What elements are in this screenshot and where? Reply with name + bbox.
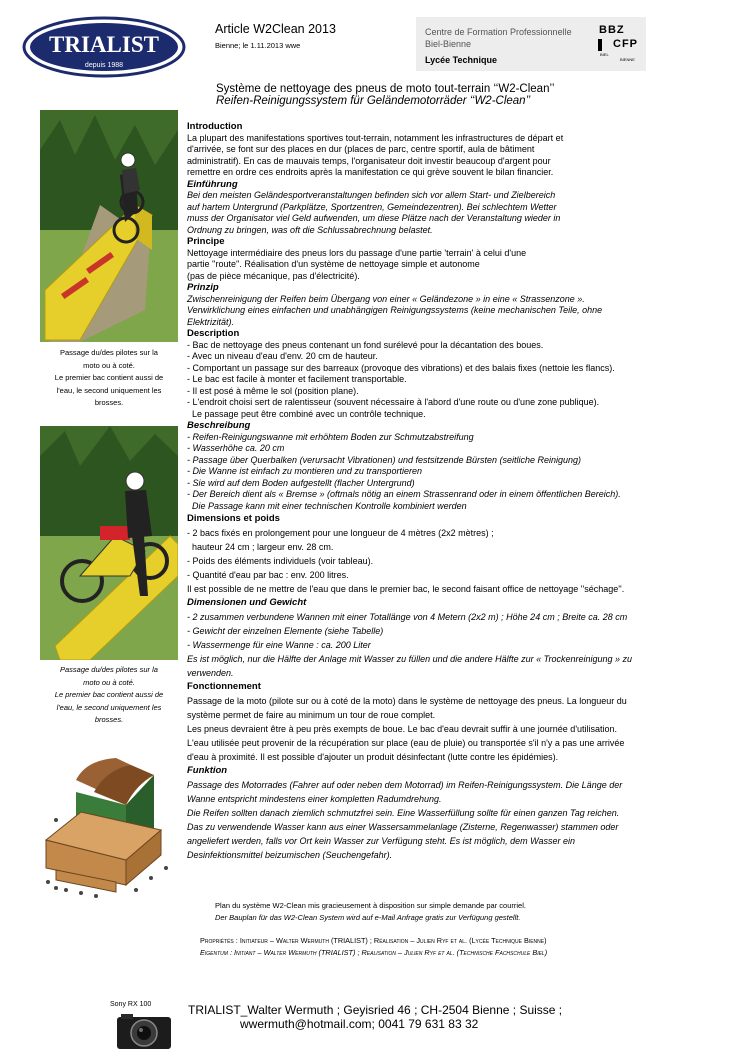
intro-line: d'arrivée, se font sur des places en dur (places de parc, centre sportif, aula de bâtiment	[187, 144, 535, 154]
section-heading-funktion: Funktion	[187, 765, 228, 776]
fonc-line: Passage de la moto (pilote sur ou à coté de la moto) dans le système de nettoyage des pneus. La longueur du	[187, 696, 627, 706]
funk-line: Passage des Motorrades (Fahrer auf oder neben dem Motorrad) im Reifen-Reinigungssystem. Die Länge der	[187, 780, 623, 790]
camera-label: Sony RX 100	[110, 1001, 152, 1008]
contact-email-phone[interactable]: wwermuth@hotmail.com; 0041 79 631 83 32	[240, 1017, 479, 1031]
desc-line: Le passage peut être combiné avec un contrôle technique.	[187, 408, 426, 419]
bbz-mark-icon	[598, 39, 610, 51]
dimde-line: - 2 zusammen verbundene Wannen mit einer Totallänge von 4 Metern (2x2 m) ; Höhe 24 cm ; Breite ca. 28 cm	[187, 612, 628, 622]
cad-drawing-washer	[36, 750, 182, 905]
desc-line: - Bac de nettoyage des pneus contenant un fond surélevé pour la décantation des boues.	[187, 339, 544, 350]
bbz-biel-label: BIEL	[600, 52, 609, 57]
dim-line: - Poids des éléments individuels (voir tableau).	[187, 556, 374, 566]
page-title-fr: Système de nettoyage des pneus de moto tout-terrain ‘‘W2-Clean’’	[216, 83, 555, 95]
section-heading-description: Description	[187, 328, 240, 339]
princ-line: partie ''route''. Réalisation d'un système de nettoyage simple et autonome	[187, 259, 480, 269]
prinz-line: Elektrizität).	[187, 316, 235, 327]
prinz-line: Zwischenreinigung der Reifen beim Übergang von einer « Geländezone » in eine « Strassenzone ».	[187, 293, 585, 304]
besch-line: - Die Wanne ist einfach zu montieren und zu transportieren	[187, 466, 422, 476]
fonc-line: Les pneus devraient être à peu près exempts de boue. Le bac d'eau devrait suffir à une journée d'utilisation.	[187, 724, 618, 734]
desc-line: - Comportant un passage sur des barreaux (provoque des vibrations) et des balais fixes (nettoie les flancs).	[187, 362, 615, 373]
einf-line: Ordnung zu bringen, was oft die Schlussabrechnung belastet.	[187, 224, 433, 235]
funk-line: Wanne entspricht mindestens einer kompletten Radumdrehung.	[187, 794, 442, 804]
article-body	[187, 121, 687, 862]
funk-line: Die Reifen sollten danach ziemlich schmutzfrei sein. Eine Wasserfüllung sollte für einen ganzen Tag reichen.	[187, 808, 620, 818]
contact-address: TRIALIST_Walter Wermuth ; Geyisried 46 ; CH-2504 Bienne ; Suisse ;	[188, 1003, 563, 1017]
plan-note-fr: Plan du système W2-Clean mis gracieusement à disposition sur simple demande par courriel.	[215, 901, 526, 910]
fonc-line: système permet de faire au minimum un tour de roue complet.	[187, 710, 436, 720]
funk-line: Das zu verwendende Wasser kann aus einer Wassersammelanlage (Zisterne, Regenwasser) stammen oder	[187, 822, 619, 832]
section-heading-prinzip: Prinzip	[187, 282, 219, 293]
photo-rider-on-washer	[40, 110, 178, 342]
princ-line: (pas de pièce mécanique, pas d'électricité).	[187, 270, 360, 281]
logo-text: TRIALIST	[49, 32, 159, 57]
fonc-line: d'eau à proximité. Il est possible d'ajouter un produit désinfectant (lutte contre les épidémies).	[187, 752, 559, 762]
section-heading-dimensions: Dimensions et poids	[187, 513, 280, 524]
page-title-de: Reifen-Reinigungssystem für Geländemotorräder ‘‘W2-Clean’’	[216, 95, 531, 107]
school-header	[416, 17, 646, 71]
dimde-line: - Gewicht der einzelnen Elemente (siehe Tabelle)	[187, 626, 384, 636]
besch-line: - Wasserhöhe ca. 20 cm	[187, 443, 285, 453]
photo-rider-beside-washer	[40, 426, 178, 660]
article-title: Article W2Clean 2013	[215, 22, 336, 36]
princ-line: Nettoyage intermédiaire des pneus lors du passage d'une partie 'terrain' à celui d'une	[187, 247, 527, 258]
dimde-line: verwenden.	[187, 668, 234, 678]
bbz-bienne-label: BIENNE	[620, 57, 635, 62]
einf-line: muss der Organisator viel Geld aufwenden, um diese Plätze nach der Veranstaltung wieder in	[187, 213, 561, 223]
besch-line: Die Passage kann mit einer technischen Kontrolle kombiniert werden	[187, 500, 467, 511]
credits-de: Eigentum : Initiant – Walter Wermuth (TRIALIST) ; Realisation – Julien Ryf et al. (Technische Fachschule Biel)	[200, 948, 548, 957]
intro-line: La plupart des manifestations sportives tout-terrain, notamment les infrastructures de départ et	[187, 132, 564, 143]
funk-line: Desinfektionsmittel beizumischen (Seuchengefahr).	[187, 850, 393, 860]
trialist-logo	[22, 16, 186, 78]
einf-line: Bei den meisten Geländesportveranstaltungen befinden sich vor allem Start- und Zielbereich	[187, 190, 556, 200]
besch-line: - Sie wird auf dem Boden aufgestellt (flacher Untergrund)	[187, 477, 415, 488]
besch-line: - Der Bereich dient als « Bremse » (oftmals nötig an einem Strassenrand oder in einem öffentlichen Bereich).	[187, 489, 621, 499]
dimde-line: Es ist möglich, nur die Hälfte der Anlage mit Wasser zu füllen und die andere Hälfte zur « Trockenreinigung » zu	[187, 654, 633, 664]
besch-line: - Passage über Querbalken (verursacht Vibrationen) und festsitzende Bürsten (seitliche Reinigung)	[187, 454, 582, 465]
bbz-logo-text: BBZ	[599, 24, 625, 36]
desc-line: - Avec un niveau d'eau d'env. 20 cm de hauteur.	[187, 351, 378, 361]
dim-line: Il est possible de ne mettre de l'eau que dans le premier bac, le second faisant office de nettoyage ''séchage''.	[187, 584, 625, 594]
prinz-line: Verwirklichung eines einfachen und unabhängigen Reinigungssystems (keine mechanischen Teile, ohne	[187, 305, 603, 315]
cfp-logo-text: CFP	[613, 38, 638, 50]
dim-line: - Quantité d'eau par bac : env. 200 litres.	[187, 570, 349, 580]
intro-line: administratif). En cas de mauvais temps, l'organisateur doit investir beaucoup d'argent pour	[187, 155, 551, 166]
school-line-1: Centre de Formation Professionnelle	[425, 27, 572, 37]
plan-note-de: Der Bauplan für das W2-Clean System wird auf e-Mail Anfrage gratis zur Verfügung gestellt.	[215, 913, 521, 922]
section-heading-introduction: Introduction	[187, 121, 243, 132]
photo-1-caption: Passage du/des pilotes sur la moto ou à coté. Le premier bac contient aussi de l'eau, le second uniquement les brosses.	[54, 348, 164, 407]
section-heading-einfuehrung: Einführung	[187, 178, 238, 190]
besch-line: - Reifen-Reinigungswanne mit erhöhtem Boden zur Schmutzabstreifung	[187, 431, 474, 442]
dimde-line: - Wassermenge für eine Wanne : ca. 200 Liter	[187, 640, 371, 650]
intro-line: remettre en ordre ces endroits après la manifestation ce qui grève souvent le bilan financier.	[187, 167, 554, 177]
desc-line: - Le bac est facile à monter et facilement transportable.	[187, 374, 407, 384]
desc-line: - L'endroit choisi sert de ralentisseur (souvent nécessaire à l'abord d'une route ou d'une zone publique).	[187, 397, 600, 407]
credits-fr: Propriétés : Initiateur – Walter Wermuth (TRIALIST) ; Réalisation – Julien Ryf et al. (Lycée Technique Bienne)	[200, 936, 547, 945]
school-line-3: Lycée Technique	[425, 55, 498, 65]
section-heading-beschreibung: Beschreibung	[187, 420, 251, 431]
section-heading-fonctionnement: Fonctionnement	[187, 681, 261, 692]
dim-line: - 2 bacs fixés en prolongement pour une longueur de 4 mètres (2x2 mètres) ;	[187, 528, 494, 538]
section-heading-dimensionen: Dimensionen und Gewicht	[187, 597, 307, 608]
photo-2-caption: Passage du/des pilotes sur la moto ou à coté. Le premier bac contient aussi de l'eau, le second uniquement les brosses.	[54, 665, 164, 724]
einf-line: auf hartem Untergrund (Parkplätze, Sportzentren, Gemeindezentren). Bei schlechtem Wetter	[187, 201, 557, 212]
camera-icon	[115, 1011, 173, 1051]
school-line-2: Biel-Bienne	[425, 39, 472, 49]
article-date: Bienne; le 1.11.2013 wwe	[215, 41, 301, 50]
fonc-line: L'eau utilisée peut provenir de la récupération sur place (eau de pluie) ou transportée s'il n'y a pas une arrivée	[187, 738, 625, 748]
section-heading-principe: Principe	[187, 236, 225, 247]
funk-line: angeliefert werden, falls vor Ort kein Wasser zur Verfügung steht. Es ist möglich, dem Wasser ein	[187, 836, 575, 846]
desc-line: - Il est posé à même le sol (position plane).	[187, 385, 359, 396]
dim-line: hauteur 24 cm ; largeur env. 28 cm.	[187, 542, 334, 552]
logo-subtitle: depuis 1988	[84, 62, 124, 69]
